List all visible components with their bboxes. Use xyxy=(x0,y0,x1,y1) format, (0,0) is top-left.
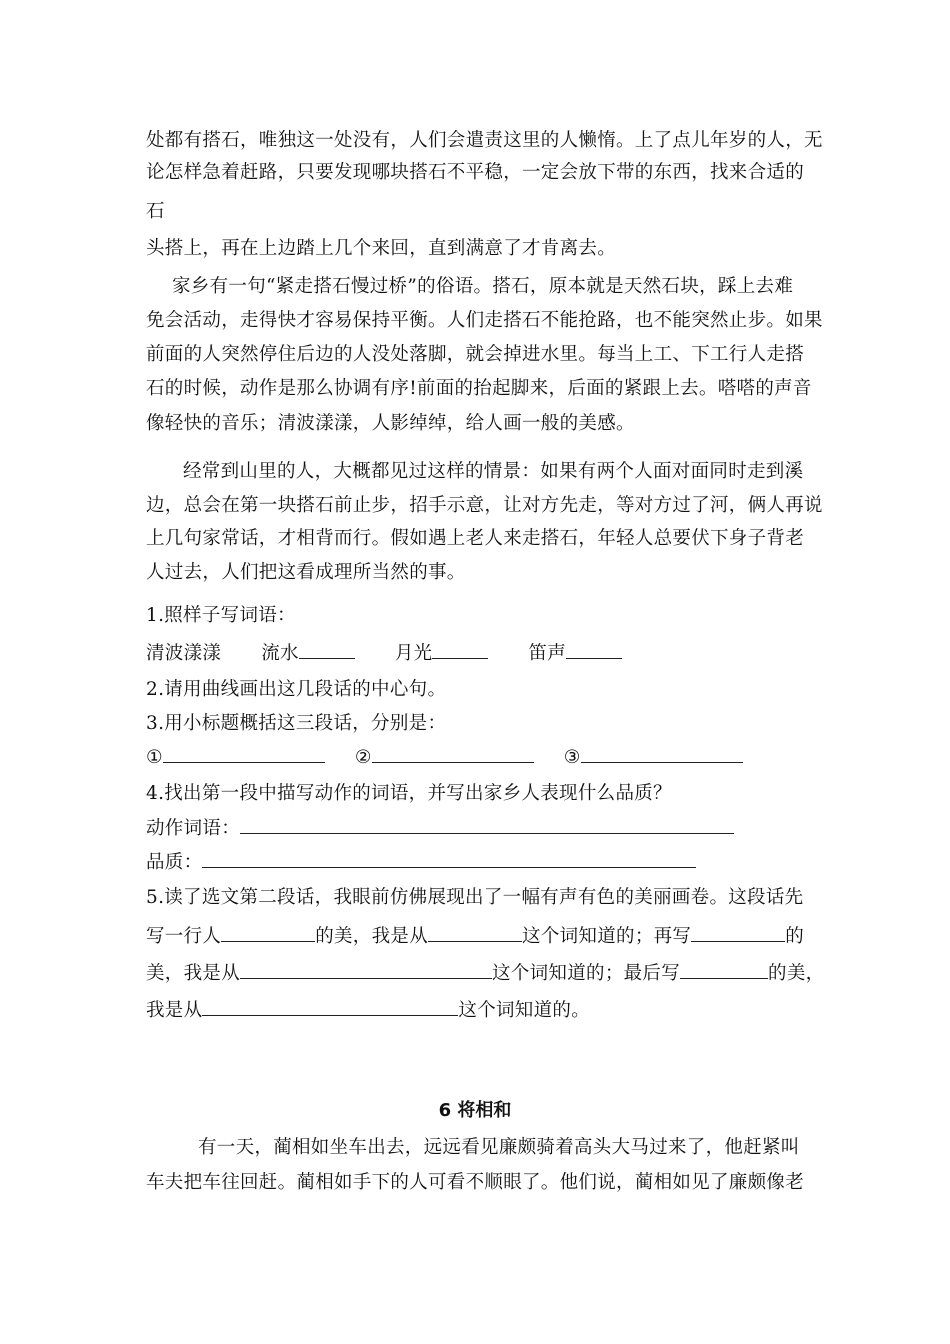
passage-line: 论怎样急着赶路，只要发现哪块搭石不平稳，一定会放下带的东西，找来合适的 xyxy=(146,162,805,183)
word-prompt: 流水 xyxy=(261,643,299,664)
word-prompt: 月光 xyxy=(394,643,433,664)
passage-line: 边，总会在第一块搭石前止步，招手示意，让对方先走，等对方过了河，俩人再说 xyxy=(146,495,823,516)
circled-marker: ③ xyxy=(563,747,581,768)
circled-marker: ① xyxy=(146,747,163,768)
passage-line: 家乡有一句“紧走搭石慢过桥”的俗语。搭石，原本就是天然石块，踩上去难 xyxy=(172,276,794,297)
text-segment: 我是从 xyxy=(146,1000,203,1021)
passage-line: 免会活动，走得快才容易保持平衡。人们走搭石不能抢路，也不能突然止步。如果 xyxy=(146,310,823,331)
field-label: 品质： xyxy=(146,852,203,873)
answer-blank[interactable] xyxy=(432,640,488,659)
question-1-row xyxy=(146,640,622,667)
passage-line: 前面的人突然停住后边的人没处落脚，就会掉进水里。每当上工、下工行人走搭 xyxy=(146,344,805,365)
question-4-label: 4.找出第一段中描写动作的词语，并写出家乡人表现什么品质？ xyxy=(146,783,672,804)
text-segment: 这个词知道的。 xyxy=(458,1000,591,1021)
question-5-line: 5.读了选文第二段话，我眼前仿佛展现出了一幅有声有色的美丽画卷。这段话先 xyxy=(146,887,804,908)
question-1-label: 1.照样子写词语： xyxy=(146,605,296,626)
answer-blank[interactable] xyxy=(202,849,696,868)
example-word: 清波漾漾 xyxy=(146,643,222,664)
answer-blank[interactable] xyxy=(691,923,785,942)
answer-blank[interactable] xyxy=(372,744,534,763)
passage-line: 头搭上，再在上边踏上几个来回，直到满意了才肯离去。 xyxy=(146,238,617,259)
text-segment: 写一行人 xyxy=(146,926,222,947)
field-label: 动作词语： xyxy=(146,818,241,839)
passage-line: 石 xyxy=(146,201,165,222)
circled-marker: ② xyxy=(354,747,372,768)
question-5-line xyxy=(146,960,824,987)
answer-blank[interactable] xyxy=(202,997,458,1016)
passage-line: 处都有搭石，唯独这一处没有，人们会遣责这里的人懒惰。上了点儿年岁的人，无 xyxy=(146,130,823,151)
text-segment: 美，我是从 xyxy=(146,963,241,984)
question-2-label: 2.请用曲线画出这几段话的中心句。 xyxy=(146,679,447,700)
question-4-field-1 xyxy=(146,815,734,842)
answer-blank[interactable] xyxy=(428,923,522,942)
passage-line: 人过去，人们把这看成理所当然的事。 xyxy=(146,562,466,583)
text-segment: 这个词知道的；最后写 xyxy=(492,963,681,984)
passage-line: 石的时候，动作是那么协调有序!前面的抬起脚来，后面的紧跟上去。嗒嗒的声音 xyxy=(146,378,812,399)
answer-blank[interactable] xyxy=(240,960,492,979)
answer-blank[interactable] xyxy=(240,815,734,834)
question-5-line xyxy=(146,923,804,950)
answer-blank[interactable] xyxy=(566,640,622,659)
passage-line: 上几句家常话，才相背而行。假如遇上老人来走搭石，年轻人总要伏下身子背老 xyxy=(146,528,805,549)
answer-blank[interactable] xyxy=(221,923,315,942)
answer-blank[interactable] xyxy=(680,960,768,979)
passage-line: 经常到山里的人，大概都见过这样的情景：如果有两个人面对面同时走到溪 xyxy=(183,461,804,482)
answer-blank[interactable] xyxy=(163,744,325,763)
text-segment: 的美， xyxy=(768,963,825,984)
passage-line: 像轻快的音乐；清波漾漾，人影绰绰，给人画一般的美感。 xyxy=(146,413,635,434)
text-segment: 的 xyxy=(785,926,805,947)
text-segment: 的美，我是从 xyxy=(315,926,429,947)
question-3-row xyxy=(146,744,743,771)
answer-blank[interactable] xyxy=(299,640,355,659)
question-5-line xyxy=(146,997,590,1024)
question-4-field-2 xyxy=(146,849,696,876)
section-2-line: 有一天，蔺相如坐车出去，远远看见廉颇骑着高头大马过来了，他赶紧叫 xyxy=(198,1137,800,1158)
section-2-line: 车夫把车往回赶。蔺相如手下的人可看不顺眼了。他们说，蔺相如见了廉颇像老 xyxy=(146,1172,805,1193)
answer-blank[interactable] xyxy=(581,744,743,763)
text-segment: 这个词知道的；再写 xyxy=(522,926,692,947)
word-prompt: 笛声 xyxy=(528,643,567,664)
section-title: 6 将相和 xyxy=(438,1100,512,1121)
question-3-label: 3.用小标题概括这三段话，分别是： xyxy=(146,713,447,734)
